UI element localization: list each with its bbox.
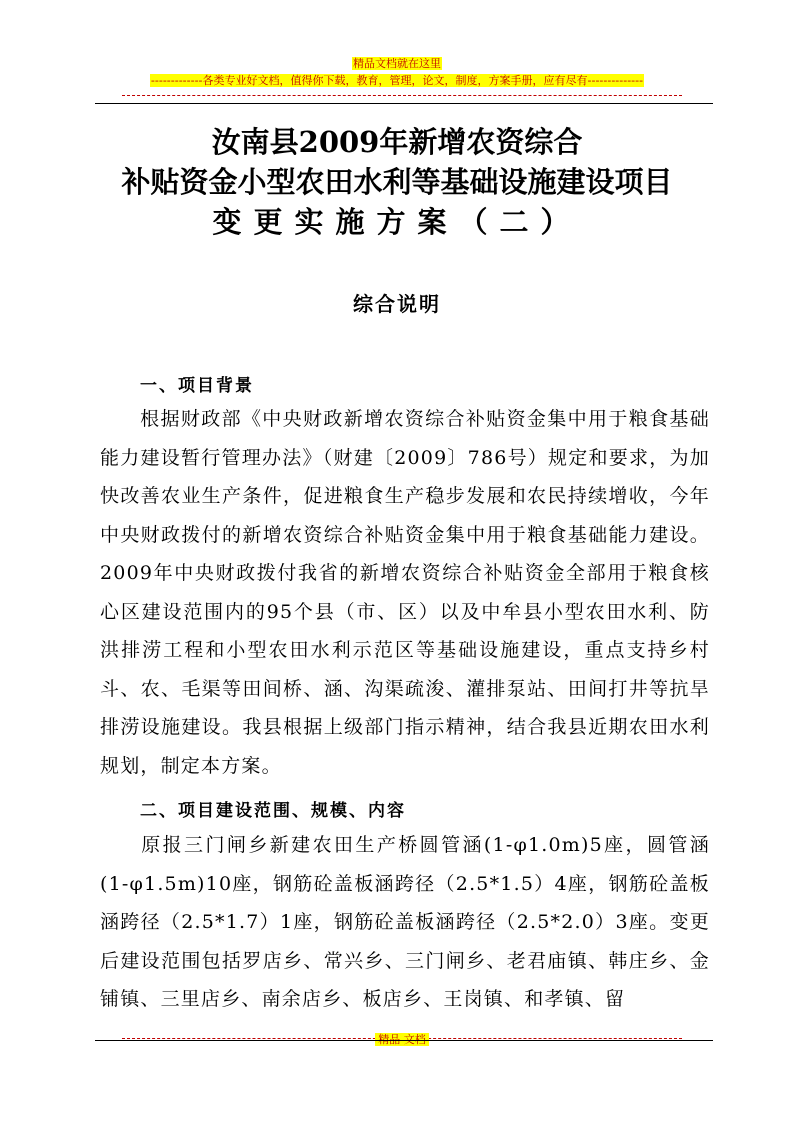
footer-banner [122,1031,682,1047]
footer-label: 精品 文档 [375,1033,429,1046]
header-banner-line1: 精品文档就在这里 [353,57,441,70]
paragraph-background [100,400,710,785]
paragraph-scope [100,826,710,1019]
footer-rule [95,1040,713,1041]
document-title-line2: 补贴资金小型农田水利等基础设施建设项目 [121,165,673,199]
document-title-line1: 汝南县2009年新增农资综合 [211,125,583,159]
header-dashed-divider [122,95,682,96]
header-banner-line2: -------------各类专业好文档，值得你下载，教育，管理，论文，制度，方案手册，应有尽有-------------- [150,74,644,87]
paragraph-background-text: 根据财政部《中央财政新增农资综合补贴资金集中用于粮食基础能力建设暂行管理办法》（财建〔2009〕786号）规定和要求，为加快改善农业生产条件，促进粮食生产稳步发展和农民持续增收，今年中央财政拨付的新增农资综合补贴资金集中用于粮食基础能力建设。2009年中央财政拨付我省的新增农资综合补贴资金全部用于粮食核心区建设范围内的95个县（市、区）以及中牟县小型农田水利、防洪排涝工程和小型农田水利示范区等基础设施建设，重点支持乡村斗、农、毛渠等田间桥、涵、沟渠疏浚、灌排泵站、田间打井等抗旱排涝设施建设。我县根据上级部门指示精神，结合我县近期农田水利规划，制定本方案。 [100,408,710,777]
section-subtitle: 综合说明 [353,292,441,316]
document-title-line3: 变更实施方案（二） [212,205,582,239]
paragraph-scope-text: 原报三门闸乡新建农田生产桥圆管涵(1-φ1.0m)5座，圆管涵(1-φ1.5m)10座，钢筋砼盖板涵跨径（2.5*1.5）4座，钢筋砼盖板涵跨径（2.5*1.7）1座，钢筋砼盖板涵跨径（2.5*2.0）3座。变更后建设范围包括罗店乡、常兴乡、三门闸乡、老君庙镇、韩庄乡、金铺镇、三里店乡、南余店乡、板店乡、王岗镇、和孝镇、留 [100,834,710,1010]
header-rule [95,103,713,104]
section-heading-scope: 二、项目建设范围、规模、内容 [140,801,406,821]
section-heading-background: 一、项目背景 [140,376,254,396]
